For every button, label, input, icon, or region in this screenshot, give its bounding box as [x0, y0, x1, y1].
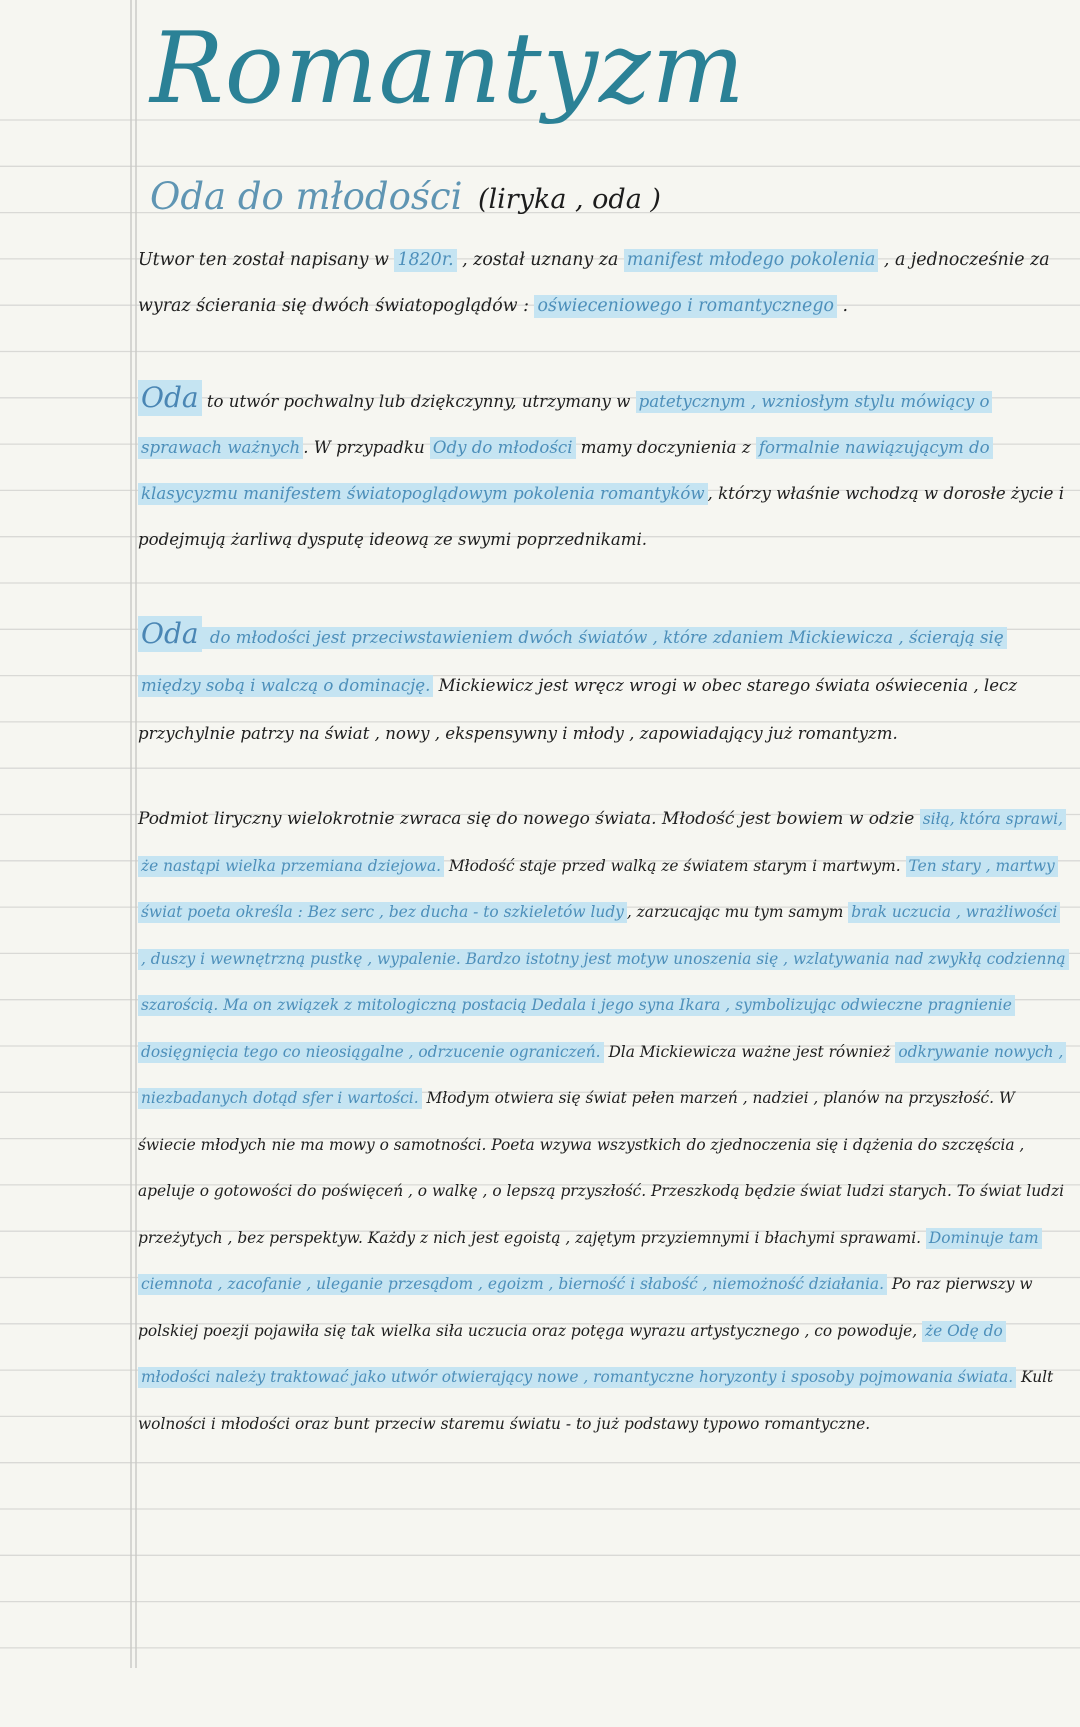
text-run: Mickiewicz jest wręcz wrogi w obec starego świata oświecenia , lecz przychylnie patrzy na świat , nowy , ekspensywny i młody , zapowiadający już romantyzm. — [138, 676, 1018, 743]
text-run: Po raz pierwszy w polskiej poezji pojawiła się tak wielka siła uczucia oraz potęga wyrazu artystycznego , co powoduje, — [138, 1275, 1033, 1340]
text-run: , a jednocześnie za wyraz ścierania się dwóch światopoglądów : — [138, 250, 1050, 316]
text-run: . — [836, 296, 848, 316]
highlight: oświeceniowego i romantycznego — [534, 295, 836, 318]
highlight: siłą, która sprawi, że nastąpi wielka przemiana dziejowa. — [138, 809, 1066, 877]
text-run: Podmiot liryczny wielokrotnie zwraca się do nowego świata. Młodość jest bowiem w odzie — [138, 809, 920, 829]
paragraph-subject — [138, 796, 1066, 1447]
paragraph-intro — [138, 237, 1066, 329]
text-run: , został uznany za — [456, 250, 624, 270]
highlight: Oda — [138, 616, 202, 652]
text-run: Dla Mickiewicza ważne jest również — [603, 1042, 896, 1061]
text-run: Kult wolności i młodości oraz bunt przeciw staremu światu - to już podstawy typowo romantyczne. — [138, 1368, 1054, 1433]
highlight: Ody do młodości — [430, 437, 576, 459]
paragraph-worlds — [138, 610, 1066, 758]
highlight: odkrywanie nowych , niezbadanych dotąd sfer i wartości. — [138, 1042, 1066, 1110]
subtitle: Oda do młodości — [150, 175, 463, 218]
page-title: Romantyzm — [150, 12, 746, 126]
text-run: Utwor ten został napisany w — [138, 250, 395, 270]
highlight: że Odę do młodości należy traktować jako utwór otwierający nowe , romantyczne horyzonty i sposoby pojmowania świata. — [138, 1321, 1016, 1389]
highlight: manifest młodego pokolenia — [624, 249, 879, 272]
highlight: do młodości jest przeciwstawieniem dwóch światów , które zdaniem Mickiewicza , ścierają się między sobą i walczą o dominację. — [138, 627, 1007, 697]
text-run: , zarzucając mu tym samym — [626, 903, 849, 921]
paragraph-definition — [138, 375, 1066, 563]
highlight: Oda — [138, 380, 202, 416]
text-run: Młodość staje przed walką ze światem starym i martwym. — [444, 856, 906, 875]
text-run: mamy doczynienia z — [575, 438, 756, 457]
highlight: Dominuje tam ciemnota , zacofanie , uleganie przesądom , egoizm , bierność i słabość , niemożność działania. — [138, 1228, 1042, 1296]
text-run: to utwór pochwalny lub dziękczynny, utrzymany w — [201, 392, 636, 411]
highlight: brak uczucia , wrażliwości , duszy i wewnętrzną pustkę , wypalenie. Bardzo istotny jest motyw unoszenia się , wzlatywania nad zwykłą codzienną szarością. Ma on związek z mitologiczną postacią Dedala i jego syna Ikara , symbolizując odwieczne pragnienie dosięgnięcia tego co nieosiągalne , odrzucenie ograniczeń. — [138, 902, 1069, 1063]
highlight: formalnie nawiązującym do klasycyzmu manifestem światopoglądowym pokolenia romantyków — [138, 437, 993, 505]
subtitle-genre: (liryka , oda ) — [478, 184, 661, 215]
highlight: patetycznym , wzniosłym stylu mówiący o sprawach ważnych — [138, 391, 992, 459]
highlight: 1820r. — [394, 249, 456, 272]
text-run: . W przypadku — [303, 438, 430, 457]
text-run: Młodym otwiera się świat pełen marzeń , nadziei , planów na przyszłość. W świecie młodych nie ma mowy o samotności. Poeta wzywa wszystkich do zjednoczenia się i dążenia do szczęścia , apeluje o gotowości do poświęceń , o walkę , o lepszą przyszłość. Przeszkodą będzie świat ludzi starych. To świat ludzi przeżytych , bez perspektyw. Każdy z nich jest egoistą , zajętym przyziemnymi i błachymi sprawami. — [138, 1089, 1064, 1247]
text-run: , którzy właśnie wchodzą w dorosłe życie i podejmują żarliwą dysputę ideową ze swymi poprzednikami. — [138, 484, 1065, 549]
highlight: Ten stary , martwy świat poeta określa : Bez serc , bez ducha - to szkieletów ludy — [138, 856, 1058, 924]
